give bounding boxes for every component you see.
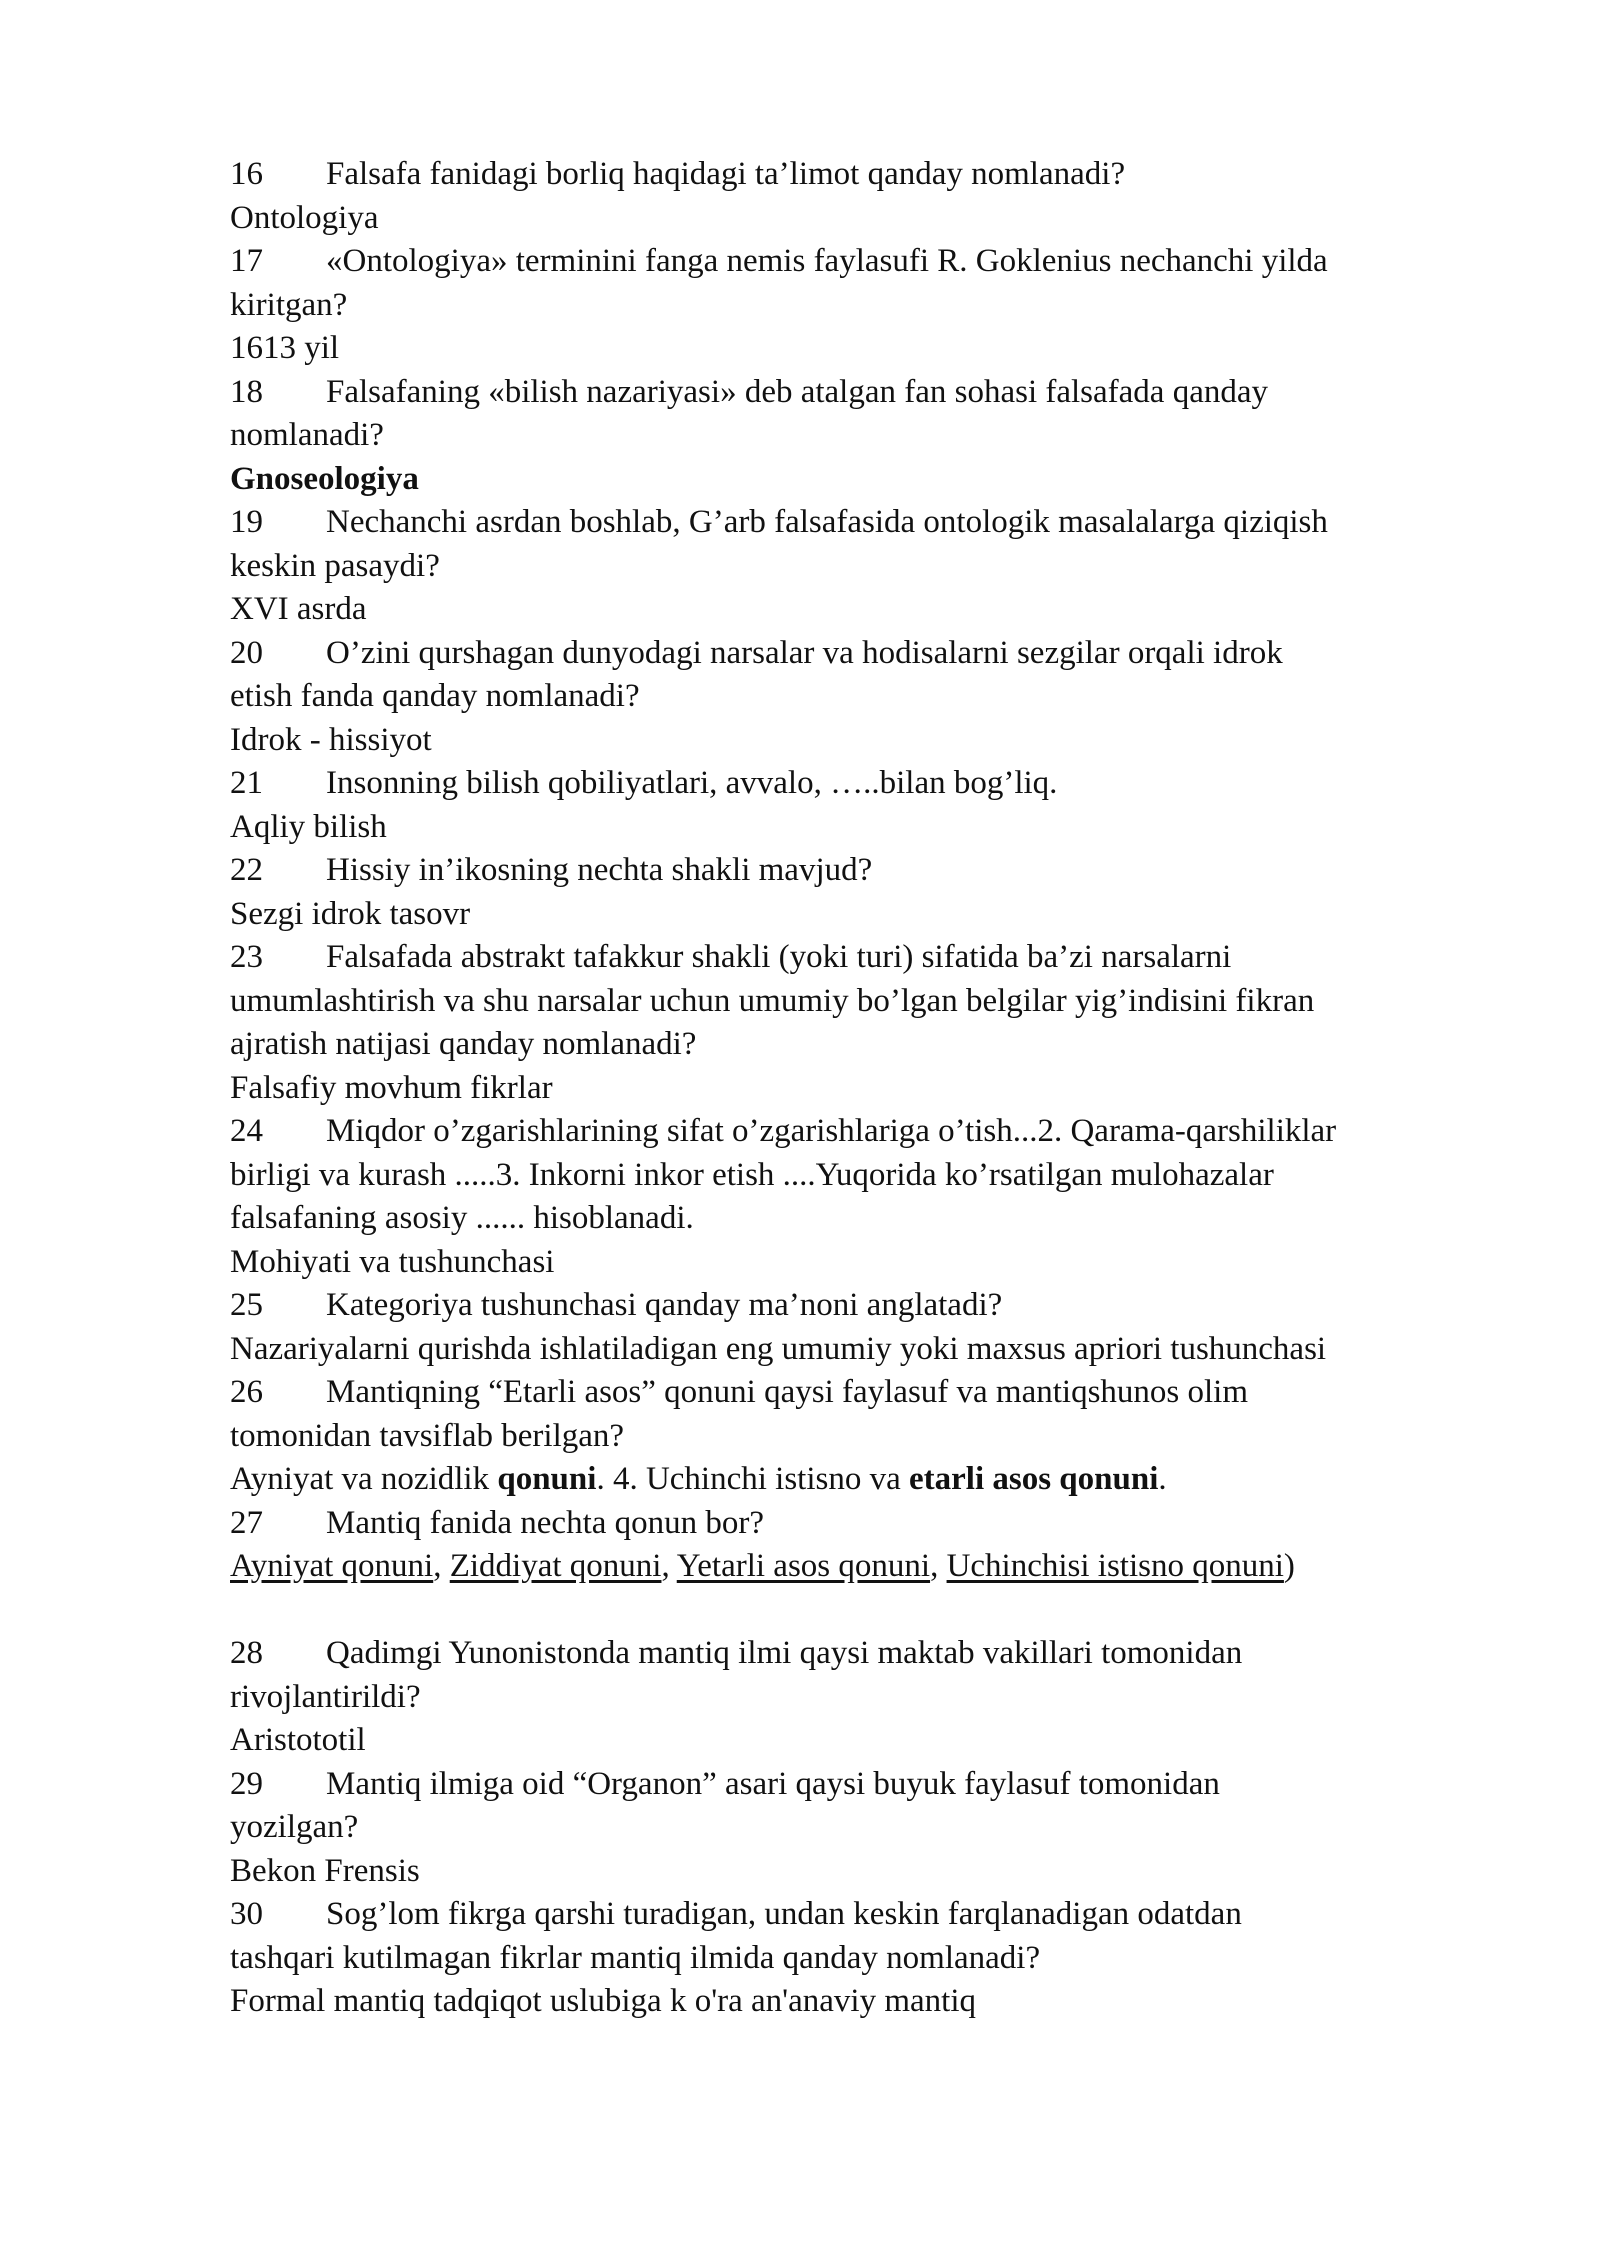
question-28: 28 Qadimgi Yunonistonda mantiq ilmi qaysi maktab vakillari tomonidan: [230, 1635, 1243, 1671]
link-ziddiyat-qonuni[interactable]: Ziddiyat qonuni: [449, 1548, 662, 1584]
question-26: 26 Mantiqning “Etarli asos” qonuni qaysi faylasuf va mantiqshunos olim: [230, 1374, 1249, 1410]
question-20-cont: etish fanda qanday nomlanadi?: [230, 678, 640, 714]
question-30: 30 Sog’lom fikrga qarshi turadigan, undan keskin farqlanadigan odatdan: [230, 1896, 1242, 1932]
question-21: 21 Insonning bilish qobiliyatlari, avvalo, …..bilan bog’liq.: [230, 765, 1058, 801]
link-uchinchisi-istisno-qonuni[interactable]: Uchinchisi istisno qonuni: [946, 1548, 1284, 1584]
question-23: 23 Falsafada abstrakt tafakkur shakli (yoki turi) sifatida ba’zi narsalarni: [230, 939, 1232, 975]
answer-23: Falsafiy movhum fikrlar: [230, 1069, 553, 1106]
link-ayniyat-qonuni[interactable]: Ayniyat qonuni: [230, 1548, 434, 1584]
document-page: [230, 153, 1530, 2024]
question-30-cont: tashqari kutilmagan fikrlar mantiq ilmida qanday nomlanadi?: [230, 1939, 1041, 1976]
question-24-cont2: falsafaning asosiy ...... hisoblanadi.: [230, 1200, 694, 1236]
question-17: 17 «Ontologiya» terminini fanga nemis faylasufi R. Goklenius nechanchi yilda: [230, 243, 1328, 279]
link-yetarli-asos-qonuni[interactable]: Yetarli asos qonuni: [676, 1548, 931, 1584]
question-23-cont: umumlashtirish va shu narsalar uchun umumiy bo’lgan belgilar yig’indisini fikran: [230, 982, 1315, 1019]
question-25: 25 Kategoriya tushunchasi qanday ma’noni anglatadi?: [230, 1287, 1003, 1323]
question-17-cont: kiritgan?: [230, 286, 348, 323]
answer-27: Ayniyat qonuni, Ziddiyat qonuni, Yetarli asos qonuni, Uchinchisi istisno qonuni): [230, 1548, 1295, 1584]
question-29-cont: yozilgan?: [230, 1809, 359, 1845]
answer-17: 1613 yil: [230, 330, 340, 366]
question-27: 27 Mantiq fanida nechta qonun bor?: [230, 1504, 765, 1541]
question-29: 29 Mantiq ilmiga oid “Organon” asari qaysi buyuk faylasuf tomonidan: [230, 1765, 1220, 1802]
question-26-cont: tomonidan tavsiflab berilgan?: [230, 1417, 625, 1454]
question-23-cont2: ajratish natijasi qanday nomlanadi?: [230, 1026, 697, 1062]
question-19-cont: keskin pasaydi?: [230, 547, 440, 584]
answer-28: Aristototil: [230, 1722, 366, 1758]
answer-22: Sezgi idrok tasovr: [230, 895, 471, 932]
answer-19: XVI asrda: [230, 591, 367, 627]
answer-26: Ayniyat va nozidlik qonuni. 4. Uchinchi istisno va etarli asos qonuni.: [230, 1461, 1167, 1497]
answer-18: Gnoseologiya: [230, 460, 419, 497]
answer-16: Ontologiya: [230, 199, 379, 236]
answer-29: Bekon Frensis: [230, 1852, 420, 1889]
question-24-cont: birligi va kurash .....3. Inkorni inkor etish ....Yuqorida ko’rsatilgan mulohazalar: [230, 1156, 1274, 1193]
question-18: 18 Falsafaning «bilish nazariyasi» deb atalgan fan sohasi falsafada qanday: [230, 373, 1268, 410]
question-28-cont: rivojlantirildi?: [230, 1678, 421, 1715]
question-16: 16 Falsafa fanidagi borliq haqidagi ta’limot qanday nomlanadi?: [230, 156, 1126, 192]
answer-30: Formal mantiq tadqiqot uslubiga k o'ra an'anaviy mantiq: [230, 1983, 976, 2019]
question-18-cont: nomlanadi?: [230, 417, 384, 453]
question-24: 24 Miqdor o’zgarishlarining sifat o’zgarishlariga o’tish...2. Qarama-qarshiliklar: [230, 1113, 1337, 1149]
blank-line: [230, 1589, 1530, 1633]
question-19: 19 Nechanchi asrdan boshlab, G’arb falsafasida ontologik masalalarga qiziqish: [230, 504, 1328, 540]
question-20: 20 O’zini qurshagan dunyodagi narsalar va hodisalarni sezgilar orqali idrok: [230, 634, 1283, 671]
answer-21: Aqliy bilish: [230, 808, 387, 845]
question-22: 22 Hissiy in’ikosning nechta shakli mavjud?: [230, 852, 873, 888]
answer-20: Idrok - hissiyot: [230, 721, 432, 758]
answer-24: Mohiyati va tushunchasi: [230, 1243, 555, 1280]
answer-25: Nazariyalarni qurishda ishlatiladigan eng umumiy yoki maxsus apriori tushunchasi: [230, 1330, 1327, 1367]
